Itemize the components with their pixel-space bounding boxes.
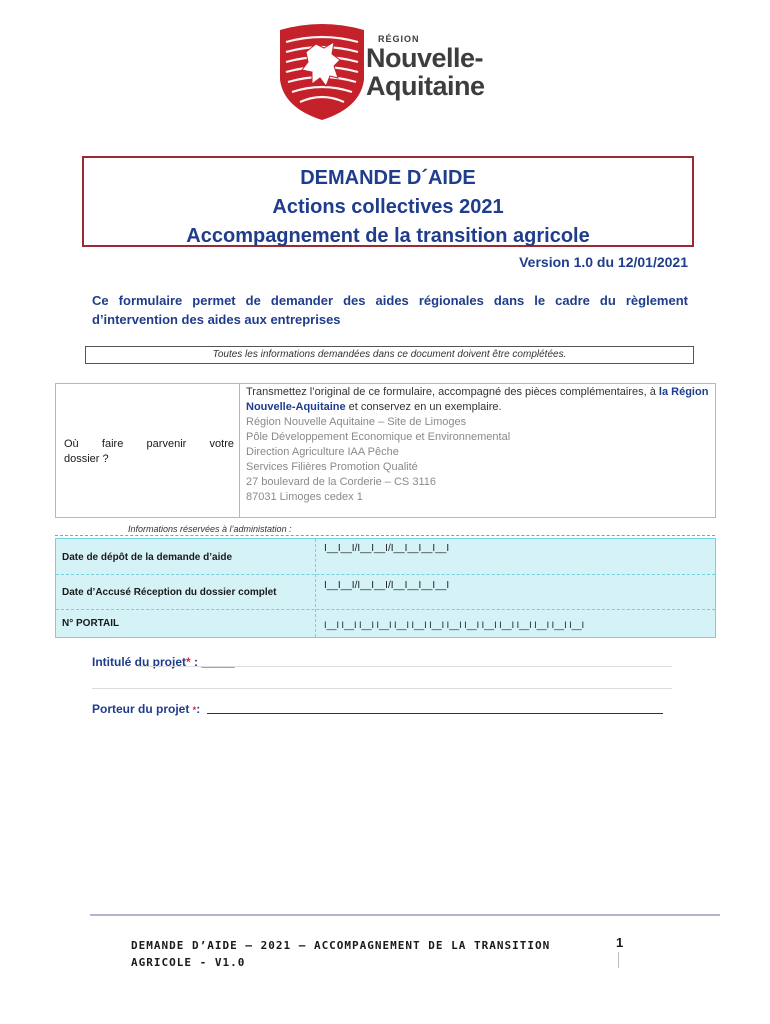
projet-title-line-2 bbox=[92, 688, 672, 689]
logo-small-text: RÉGION bbox=[378, 34, 420, 44]
admin-row-accuse bbox=[56, 575, 715, 610]
send-text-end: et conservez en un exemplaire. bbox=[345, 401, 502, 413]
address-line: Région Nouvelle Aquitaine – Site de Limoges bbox=[246, 416, 467, 428]
admin-row-value[interactable]: I__I__I/I__I__I/I__I__I__I__I bbox=[324, 543, 450, 554]
projet-suffix: : _____ bbox=[190, 655, 235, 669]
admin-table bbox=[55, 538, 716, 638]
address-line: Direction Agriculture IAA Pêche bbox=[246, 446, 399, 458]
send-question-line2: dossier ? bbox=[64, 453, 109, 465]
projet-label: Intitulé du projet bbox=[92, 655, 186, 669]
porteur-line bbox=[207, 713, 663, 714]
porteur-label: Porteur du projet bbox=[92, 702, 193, 716]
porteur-field[interactable] bbox=[92, 702, 200, 716]
title-line2: Actions collectives 2021 bbox=[272, 196, 504, 218]
send-instructions-table bbox=[55, 383, 716, 518]
title-line1: DEMANDE D´AIDE bbox=[300, 167, 476, 189]
lion-shield-icon bbox=[276, 22, 368, 122]
admin-row-label: Date d’Accusé Réception du dossier complet bbox=[62, 587, 277, 598]
send-text-bold: la Région Nouvelle-Aquitaine bbox=[246, 386, 709, 413]
page-number: 1 bbox=[616, 935, 624, 950]
title-box bbox=[82, 156, 694, 247]
porteur-suffix: : bbox=[196, 702, 201, 716]
notice-box: Toutes les informations demandées dans ce document doivent être complétées. bbox=[85, 346, 694, 364]
required-star: * bbox=[186, 655, 191, 669]
address-line: 87031 Limoges cedex 1 bbox=[246, 491, 363, 503]
page-number-bar bbox=[618, 952, 619, 968]
required-star: * bbox=[192, 705, 197, 715]
intro-paragraph: Ce formulaire permet de demander des aides régionales dans le cadre du règlement d’intervention des aides aux entreprises bbox=[92, 293, 688, 327]
send-question-cell bbox=[56, 384, 240, 517]
footer-text bbox=[131, 937, 601, 971]
admin-row-value[interactable]: I__I I__I I__I I__I I__I I__I I__I I__I I__I I__I I__I I__I I__I I__I I__I bbox=[324, 620, 585, 630]
logo-line1: Nouvelle- bbox=[366, 43, 484, 73]
send-text-start: Transmettez l’original de ce formulaire, accompagné des pièces complémentaires, à bbox=[246, 386, 659, 398]
logo-line2: Aquitaine bbox=[366, 71, 485, 101]
address-line: Services Filières Promotion Qualité bbox=[246, 461, 418, 473]
send-answer-cell bbox=[246, 385, 711, 505]
footer-line2: AGRICOLE - V1.0 bbox=[131, 956, 246, 969]
address-line: 27 boulevard de la Corderie – CS 3116 bbox=[246, 476, 436, 488]
admin-row-label: N° PORTAIL bbox=[62, 618, 120, 629]
admin-label: Informations réservées à l’administation : bbox=[128, 524, 292, 534]
version-text: Version 1.0 du 12/01/2021 bbox=[519, 254, 688, 270]
send-question-line1: Où faire parvenir votre bbox=[64, 438, 234, 450]
address-line: Pôle Développement Economique et Environnemental bbox=[246, 431, 511, 443]
title-line3: Accompagnement de la transition agricole bbox=[186, 225, 590, 247]
send-question bbox=[64, 437, 234, 467]
region-logo bbox=[272, 20, 502, 124]
footer-line1: DEMANDE D’AIDE – 2021 – ACCOMPAGNEMENT DE LA TRANSITION bbox=[131, 939, 551, 952]
admin-divider-line bbox=[55, 535, 715, 536]
admin-row-label: Date de dépôt de la demande d’aide bbox=[62, 552, 233, 563]
footer-rule bbox=[90, 914, 720, 916]
admin-row-value[interactable]: I__I__I/I__I__I/I__I__I__I__I bbox=[324, 580, 450, 591]
projet-title-line bbox=[138, 666, 672, 667]
admin-row-depot bbox=[56, 539, 715, 575]
admin-row-portail bbox=[56, 610, 715, 637]
